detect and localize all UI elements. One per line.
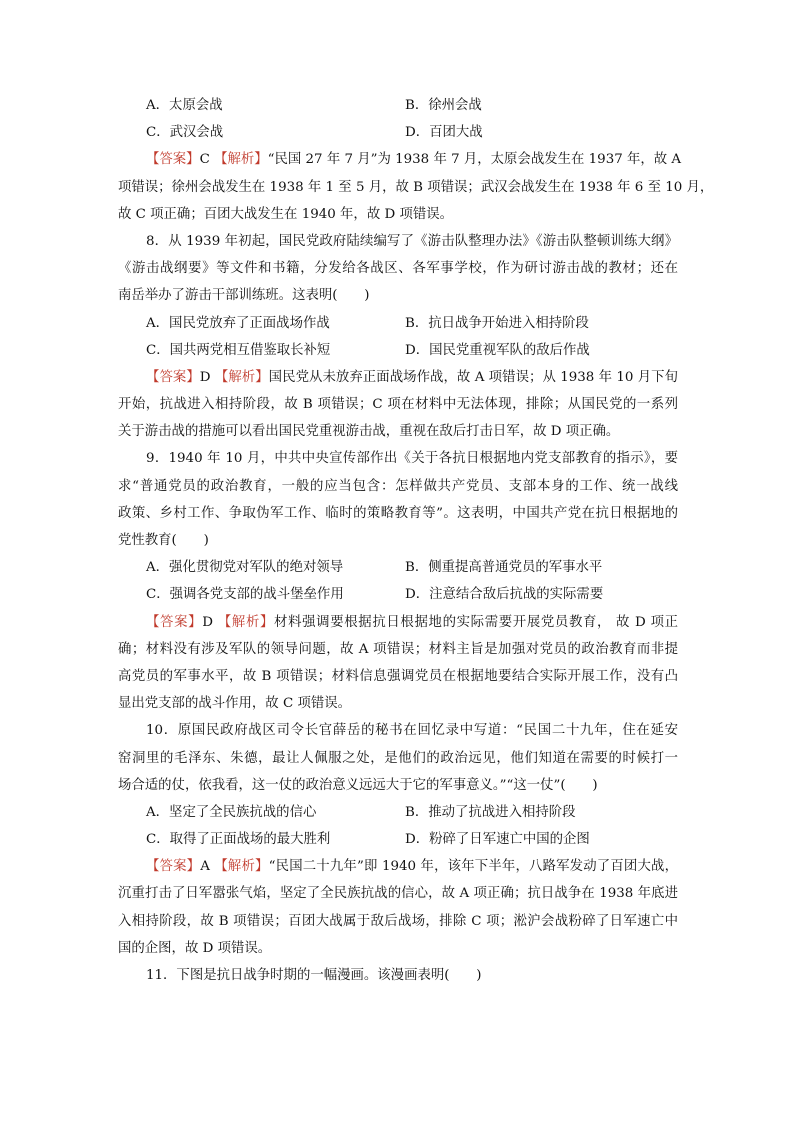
q9-option-c: C．强调各党支部的战斗堡垒作用 xyxy=(146,587,344,603)
q10-stem-line-3: 场合适的仗，依我看，这一仗的政治意义远远大于它的军事意义。”“这一仗”( ) xyxy=(118,777,598,793)
q8-analysis-line-3: 关于游击战的措施可以看出国民党重视游击战，重视在敌后打击日军，故 D 项正确。 xyxy=(118,424,620,440)
q10-option-d: D．粉碎了日军速亡中国的企图 xyxy=(405,832,590,848)
q8-stem-line-3: 南岳举办了游击干部训练班。这表明( ) xyxy=(118,288,370,304)
q7-options-row-2 xyxy=(118,119,678,146)
q10-analysis-line-1: “民国二十九年”即 1940 年，该年下半年，八路军发动了百团大战， xyxy=(268,859,679,875)
q7-analysis-line-2: 项错误；徐州会战发生在 1938 年 1 至 5 月，故 B 项错误；武汉会战发生在 1938 年 6 至 10 月， xyxy=(118,179,714,195)
q10-answer-tag: 【答案】 xyxy=(146,859,201,875)
q7-analysis-line-3: 故 C 项正确；百团大战发生在 1940 年，故 D 项错误。 xyxy=(118,206,454,222)
q9-option-d: D．注意结合敌后抗战的实际需要 xyxy=(405,587,604,603)
q8-options-row-1 xyxy=(118,310,678,337)
q10-analysis-line-3: 入相持阶段，故 B 项错误；百团大战属于敌后战场，排除 C 项；淞沪会战粉碎了日军速亡中 xyxy=(118,913,678,929)
q9-option-b: B．侧重提高普通党员的军事水平 xyxy=(405,560,603,576)
q10-option-c: C．取得了正面战场的最大胜利 xyxy=(146,832,331,848)
q10-options-row-2 xyxy=(118,826,678,853)
q7-answer-value: C xyxy=(199,152,210,168)
q7-option-a: A．太原会战 xyxy=(146,98,223,113)
q8-answer-value: D xyxy=(199,369,211,385)
q9-answer-value: D xyxy=(202,614,213,630)
q10-answer-line xyxy=(118,853,678,880)
q7-analysis-tag: 【解析】 xyxy=(214,152,268,168)
q9-analysis-line-4: 显出党支部的战斗作用，故 C 项错误。 xyxy=(118,696,352,712)
q9-stem-line-4: 党性教育( ) xyxy=(118,533,209,548)
q8-option-a: A．国民党放弃了正面战场作战 xyxy=(146,315,330,331)
q7-analysis-line-1: “民国 27 年 7 月”为 1938 年 7 月，太原会战发生在 1937 年，故 A xyxy=(267,152,682,168)
q7-answer-line xyxy=(118,146,682,173)
q7-answer-tag: 【答案】 xyxy=(146,152,200,168)
q8-options-row-2 xyxy=(118,337,678,364)
q8-stem-line-2: 《游击战纲要》等文件和书籍，分发给各战区、各军事学校，作为研讨游击战的教材；还在 xyxy=(118,261,678,277)
q8-answer-tag: 【答案】 xyxy=(146,369,200,385)
document-page xyxy=(118,92,714,989)
q9-options-row-1 xyxy=(118,554,678,581)
q8-analysis-line-2: 开始，抗战进入相持阶段，故 B 项错误；C 项在材料中无法体现，排除；从国民党的一系列 xyxy=(118,397,678,413)
q9-analysis-line-1: 材料强调要根据抗日根据地的实际需要开展党员教育， 故 D 项正 xyxy=(274,614,679,630)
q8-stem-line-1: 8．从 1939 年初起，国民党政府陆续编写了《游击队整理办法》《游击队整顿训练大纲》 xyxy=(146,233,678,249)
q10-stem-line-2: 窑洞里的毛泽东、朱德，最让人佩服之处，是他们的政治远见，他们知道在需要的时候打一 xyxy=(118,750,678,766)
q10-stem-line-1: 10．原国民政府战区司令长官薛岳的秘书在回忆录中写道：“民国二十九年，住在延安 xyxy=(146,723,678,739)
q7-option-d: D．百团大战 xyxy=(405,125,483,141)
q9-analysis-line-2: 确；材料没有涉及军队的领导问题，故 A 项错误；材料主旨是加强对党员的政治教育而非提 xyxy=(118,641,678,657)
q10-option-b: B．推动了抗战进入相持阶段 xyxy=(405,804,576,820)
q8-option-c: C．国共两党相互借鉴取长补短 xyxy=(146,342,331,358)
q10-analysis-line-4: 国的企图，故 D 项错误。 xyxy=(118,940,272,956)
q10-answer-value: A xyxy=(200,859,210,875)
q9-stem-line-3: 政策、乡村工作、争取伪军工作、临时的策略教育等”。这表明，中国共产党在抗日根据地的 xyxy=(118,505,678,521)
q8-answer-line xyxy=(118,364,678,391)
q10-options-row-1 xyxy=(118,799,678,826)
q9-answer-line xyxy=(118,609,678,636)
q7-option-b: B．徐州会战 xyxy=(405,98,482,113)
q8-analysis-tag: 【解析】 xyxy=(214,369,269,385)
q9-stem-line-2: 求“普通党员的政治教育，一般的应当包含：怎样做共产党员、支部本身的工作、统一战线 xyxy=(118,478,678,494)
q9-analysis-tag: 【解析】 xyxy=(217,614,275,630)
q7-options-row-1 xyxy=(118,92,678,119)
q10-analysis-tag: 【解析】 xyxy=(214,859,269,875)
q9-options-row-2 xyxy=(118,581,678,608)
q9-answer-tag: 【答案】 xyxy=(146,614,203,630)
q11-stem-line-1: 11．下图是抗日战争时期的一幅漫画。该漫画表明( ) xyxy=(146,968,482,983)
q10-option-a: A．坚定了全民族抗战的信心 xyxy=(146,804,317,820)
q8-analysis-line-1: 国民党从未放弃正面战场作战，故 A 项错误；从 1938 年 10 月下旬 xyxy=(268,369,679,385)
q7-option-c: C．武汉会战 xyxy=(146,125,224,141)
q8-option-b: B．抗日战争开始进入相持阶段 xyxy=(405,315,589,331)
q9-stem-line-1: 9．1940 年 10 月，中共中央宣传部作出《关于各抗日根据地内党支部教育的指示》，要 xyxy=(146,451,678,467)
q9-analysis-line-3: 高党员的军事水平，故 B 项错误；材料信息强调党员在根据地要结合实际开展工作，没有凸 xyxy=(118,668,678,684)
q8-option-d: D．国民党重视军队的敌后作战 xyxy=(405,342,590,358)
q9-option-a: A．强化贯彻党对军队的绝对领导 xyxy=(146,560,344,576)
q10-analysis-line-2: 沉重打击了日军嚣张气焰，坚定了全民族抗战的信心，故 A 项正确；抗日战争在 1938 年底进 xyxy=(118,886,678,902)
